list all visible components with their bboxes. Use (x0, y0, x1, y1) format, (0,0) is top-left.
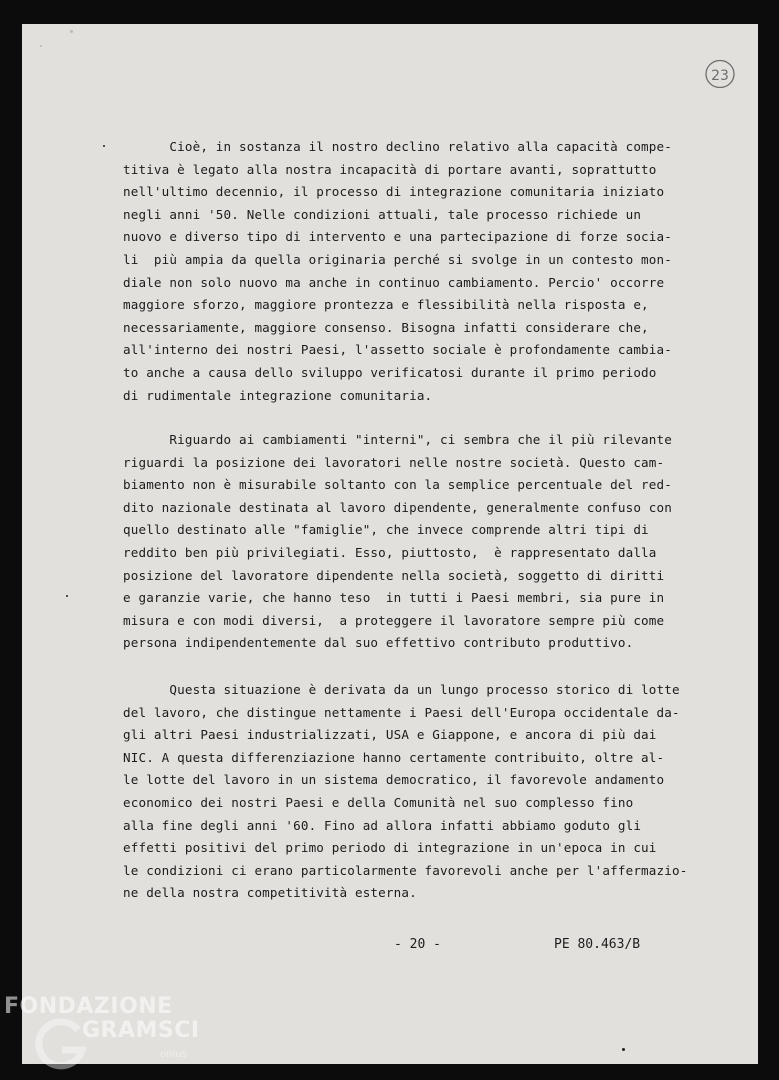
text-line: nell'ultimo decennio, il processo di integrazione comunitaria iniziato (123, 184, 665, 200)
text-line: persona indipendentemente dal suo effettivo contributo produttivo. (123, 635, 634, 651)
text-line: Questa situazione è derivata da un lungo processo storico di lotte (123, 682, 680, 697)
scan-speck (70, 30, 73, 33)
scan-speck (40, 45, 42, 47)
text-line: Riguardo ai cambiamenti "interni", ci sembra che il più rilevante (123, 432, 672, 447)
text-line: NIC. A questa differenziazione hanno certamente contribuito, oltre al- (123, 749, 665, 765)
text-line: all'interno dei nostri Paesi, l'assetto sociale è profondamente cambia- (123, 342, 672, 358)
text-line: nuovo e diverso tipo di intervento e una partecipazione di forze socia- (123, 229, 672, 245)
document-page (22, 24, 758, 1064)
text-line: gli altri Paesi industrializzati, USA e Giappone, e ancora di più dai (123, 727, 657, 743)
text-line: economico dei nostri Paesi e della Comunità nel suo complesso fino (123, 794, 634, 810)
text-line: titiva è legato alla nostra incapacità di portare avanti, soprattutto (123, 161, 657, 177)
scan-speck (622, 1048, 625, 1051)
text-line: le condizioni ci erano particolarmente favorevoli anche per l'affermazio- (123, 862, 688, 878)
fondazione-gramsci-watermark (4, 994, 200, 1074)
text-line: alla fine degli anni '60. Fino ad allora infatti abbiamo goduto gli (123, 817, 642, 833)
paragraph-2 (123, 429, 693, 655)
watermark-line-1: FONDAZIONE (4, 994, 173, 1019)
text-line: reddito ben più privilegiati. Esso, piuttosto, è rappresentato dalla (123, 544, 657, 560)
text-line: di rudimentale integrazione comunitaria. (123, 387, 433, 403)
text-line: quello destinato alle "famiglie", che invece comprende altri tipi di (123, 522, 649, 538)
footer-page-number: - 20 - (394, 937, 441, 952)
text-line: li più ampia da quella originaria perché si svolge in un contesto mon- (123, 251, 672, 267)
text-line: misura e con modi diversi, a proteggere il lavoratore sempre più come (123, 612, 665, 628)
text-line: ne della nostra competitività esterna. (123, 885, 417, 901)
text-line: posizione del lavoratore dipendente nella società, soggetto di diritti (123, 567, 665, 583)
footer-reference: PE 80.463/B (554, 937, 641, 952)
text-line: biamento non è misurabile soltanto con la semplice percentuale del red- (123, 477, 672, 493)
text-line: necessariamente, maggiore consenso. Bisogna infatti considerare che, (123, 319, 649, 335)
text-line: riguardi la posizione dei lavoratori nelle nostre società. Questo cam- (123, 454, 665, 470)
scan-speck (66, 595, 68, 597)
text-line: maggiore sforzo, maggiore prontezza e flessibilità nella risposta e, (123, 297, 649, 313)
text-line: Cioè, in sostanza il nostro declino relativo alla capacità compe- (123, 139, 672, 154)
watermark-subtitle: onlus (160, 1049, 187, 1060)
text-line: del lavoro, che distingue nettamente i Paesi dell'Europa occidentale da- (123, 704, 680, 720)
paragraph-3 (123, 679, 693, 905)
text-line: le lotte del lavoro in un sistema democratico, il favorevole andamento (123, 772, 665, 788)
text-line: e garanzie varie, che hanno teso in tutti i Paesi membri, sia pure in (123, 590, 665, 606)
watermark-line-2: GRAMSCI (82, 1018, 200, 1043)
svg-text:23: 23 (711, 68, 729, 84)
text-line: dito nazionale destinata al lavoro dipendente, generalmente confuso con (123, 499, 672, 515)
scan-speck (103, 145, 105, 147)
paragraph-1 (123, 136, 693, 407)
text-line: negli anni '50. Nelle condizioni attuali, tale processo richiede un (123, 206, 642, 222)
text-line: to anche a causa dello sviluppo verificatosi durante il primo periodo (123, 364, 657, 380)
text-line: effetti positivi del primo periodo di integrazione in un'epoca in cui (123, 840, 657, 856)
handwritten-page-number (704, 58, 736, 90)
text-line: diale non solo nuovo ma anche in continuo cambiamento. Percio' occorre (123, 274, 665, 290)
